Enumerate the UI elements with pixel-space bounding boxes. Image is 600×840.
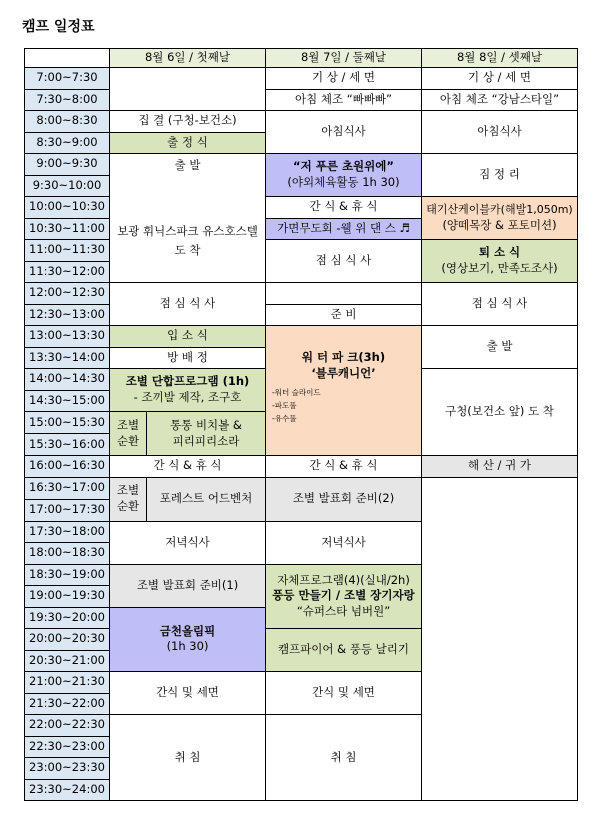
day1-olympic bbox=[110, 607, 266, 672]
day1-dinner: 저녁식사 bbox=[110, 521, 266, 564]
time-cell: 18:30~19:00 bbox=[25, 564, 110, 586]
time-cell: 19:00~19:30 bbox=[25, 586, 110, 608]
day3-cablecar-line2: (양떼목장 & 포토미션) bbox=[442, 217, 557, 232]
day2-snack-pm: 간 식 & 휴 식 bbox=[266, 456, 422, 478]
time-cell: 17:30~18:00 bbox=[25, 521, 110, 543]
day2-self-program-line2: 풍등 만들기 / 조별 장기자랑 bbox=[272, 588, 415, 603]
day2-sleep: 취 침 bbox=[266, 715, 422, 801]
time-cell: 19:30~20:00 bbox=[25, 607, 110, 629]
day3-cleanup: 짐 정 리 bbox=[422, 154, 578, 197]
rotation2-inner bbox=[110, 478, 265, 521]
day1-header: 8월 6일 / 첫째날 bbox=[110, 49, 266, 68]
time-cell: 16:30~17:00 bbox=[25, 477, 110, 499]
time-cell: 16:00~16:30 bbox=[25, 456, 110, 478]
day1-rotation1 bbox=[110, 412, 266, 456]
day3-wakeup: 기 상 / 세 면 bbox=[422, 68, 578, 90]
day2-empty-noon bbox=[266, 283, 422, 305]
day3-dismiss: 해 산 / 귀 가 bbox=[422, 456, 578, 478]
time-cell: 23:30~24:00 bbox=[25, 779, 110, 801]
day3-exit-title: 퇴 소 식 bbox=[478, 245, 521, 260]
rotation1-line2: 피리피리소라 bbox=[172, 433, 240, 448]
time-cell: 22:00~22:30 bbox=[25, 715, 110, 737]
table-row bbox=[25, 326, 578, 348]
day2-waterpark bbox=[266, 326, 422, 456]
day1-rotation2 bbox=[110, 477, 266, 521]
day3-header: 8월 8일 / 셋째날 bbox=[422, 49, 578, 68]
time-cell: 8:30~9:00 bbox=[25, 132, 110, 154]
rotation2-activity: 포레스트 어드벤처 bbox=[159, 491, 253, 506]
time-cell: 7:00~7:30 bbox=[25, 68, 110, 90]
day2-waterpark-line2: ‘블루캐니언’ bbox=[311, 365, 376, 380]
day2-self-program-line3: “슈퍼스타 넘버원” bbox=[296, 604, 391, 618]
schedule-table bbox=[24, 48, 578, 801]
time-cell: 12:30~13:00 bbox=[25, 304, 110, 326]
day1-team-program-line1: 조별 단합프로그램 (1h) bbox=[125, 374, 250, 389]
day1-entrance: 입 소 식 bbox=[110, 326, 266, 348]
day2-wash: 간식 및 세면 bbox=[266, 672, 422, 715]
day1-attendance: 출 정 식 bbox=[110, 132, 266, 154]
table-row bbox=[25, 240, 578, 262]
corner-cell bbox=[25, 49, 110, 68]
day2-lunch: 점 심 식 사 bbox=[266, 240, 422, 283]
time-cell: 21:30~22:00 bbox=[25, 693, 110, 715]
day3-cablecar bbox=[422, 197, 578, 240]
time-cell: 12:00~12:30 bbox=[25, 283, 110, 305]
time-cell: 7:30~8:00 bbox=[25, 89, 110, 111]
rotation1-line1: 통통 비치볼 & bbox=[170, 417, 242, 432]
time-cell: 9:00~9:30 bbox=[25, 154, 110, 176]
time-cell: 17:00~17:30 bbox=[25, 499, 110, 521]
day3-cablecar-line1: 태기산케이블카(해발1,050m) bbox=[426, 202, 573, 216]
time-cell: 18:00~18:30 bbox=[25, 543, 110, 565]
day2-outdoor-line2: (야외체육활동 1h 30) bbox=[287, 175, 400, 189]
day3-depart: 출 발 bbox=[422, 326, 578, 369]
day3-exercise: 아침 체조 “강남스타일” bbox=[422, 89, 578, 111]
day1-depart-arrive bbox=[110, 154, 266, 283]
rotation1-activity bbox=[147, 412, 266, 455]
table-row bbox=[25, 154, 578, 176]
day2-campfire: 캠프파이어 & 풍등 날리기 bbox=[266, 629, 422, 672]
time-cell: 10:30~11:00 bbox=[25, 218, 110, 240]
day1-lunch: 점 심 식 사 bbox=[110, 283, 266, 326]
day2-mask-dance: 가면무도회 -웰 위 댄 스 ♬ bbox=[266, 218, 422, 240]
day3-exit-sub: (영상보기, 만족도조사) bbox=[441, 261, 558, 275]
header-row bbox=[25, 49, 578, 68]
waterpark-list bbox=[268, 387, 419, 425]
day3-exit bbox=[422, 240, 578, 283]
day2-prepare: 준 비 bbox=[266, 304, 422, 326]
time-cell: 13:00~13:30 bbox=[25, 326, 110, 348]
day2-self-program bbox=[266, 564, 422, 629]
table-row bbox=[25, 68, 578, 90]
day1-arrive-line1: 보광 휘닉스파크 유스호스텔 bbox=[117, 223, 258, 238]
table-row bbox=[25, 283, 578, 305]
time-cell: 20:30~21:00 bbox=[25, 650, 110, 672]
day2-wakeup: 기 상 / 세 면 bbox=[266, 68, 422, 90]
time-cell: 14:00~14:30 bbox=[25, 369, 110, 391]
day3-arrive: 구청(보건소 앞) 도 착 bbox=[422, 369, 578, 456]
day1-empty bbox=[110, 68, 266, 111]
table-row bbox=[25, 197, 578, 219]
day2-self-program-line1: 자체프로그램(4)(실내/2h) bbox=[277, 572, 410, 587]
day1-team-program-line2: - 조끼발 제작, 조구호 bbox=[133, 390, 242, 404]
day1-olympic-line1: 금천올림픽 bbox=[159, 623, 216, 638]
day1-team-program bbox=[110, 369, 266, 412]
day2-snack-am: 간 식 & 휴 식 bbox=[266, 197, 422, 219]
time-cell: 10:00~10:30 bbox=[25, 197, 110, 219]
day1-gather: 집 결 (구청-보건소) bbox=[110, 111, 266, 133]
rotation2-label: 조별 순환 bbox=[110, 478, 147, 521]
rotation1-label: 조별 순환 bbox=[110, 412, 147, 455]
day3-lunch: 점 심 식 사 bbox=[422, 283, 578, 326]
day2-waterpark-line1: 워 터 파 크(3h) bbox=[301, 350, 386, 364]
day2-outdoor bbox=[266, 154, 422, 197]
table-row bbox=[25, 477, 578, 499]
day2-exercise: 아침 체조 “빠빠빠” bbox=[266, 89, 422, 111]
time-cell: 21:00~21:30 bbox=[25, 672, 110, 694]
day3-empty-evening bbox=[422, 477, 578, 801]
table-row bbox=[25, 111, 578, 133]
time-cell: 13:30~14:00 bbox=[25, 347, 110, 369]
day1-sleep: 취 침 bbox=[110, 715, 266, 801]
day1-olympic-line2: (1h 30) bbox=[166, 639, 209, 654]
time-cell: 15:00~15:30 bbox=[25, 412, 110, 434]
rotation1-inner bbox=[110, 412, 265, 455]
day2-header: 8월 7일 / 둘째날 bbox=[266, 49, 422, 68]
day1-arrive-line2: 도 착 bbox=[174, 243, 201, 258]
time-cell: 11:00~11:30 bbox=[25, 240, 110, 262]
day1-presentation-prep: 조별 발표회 준비(1) bbox=[110, 564, 266, 607]
time-cell: 20:00~20:30 bbox=[25, 629, 110, 651]
page-title: 캠프 일정표 bbox=[22, 19, 95, 35]
day2-presentation-prep: 조별 발표회 준비(2) bbox=[266, 477, 422, 521]
day2-dinner: 저녁식사 bbox=[266, 521, 422, 564]
table-row bbox=[25, 89, 578, 111]
day1-wash: 간식 및 세면 bbox=[110, 672, 266, 715]
time-cell: 15:30~16:00 bbox=[25, 434, 110, 456]
day2-outdoor-line1: “저 푸른 초원위에” bbox=[293, 159, 394, 174]
time-cell: 9:30~10:00 bbox=[25, 175, 110, 197]
day1-room: 방 배 정 bbox=[110, 347, 266, 369]
time-cell: 8:00~8:30 bbox=[25, 111, 110, 133]
time-cell: 14:30~15:00 bbox=[25, 390, 110, 412]
day3-breakfast: 아침식사 bbox=[422, 111, 578, 154]
time-cell: 23:00~23:30 bbox=[25, 758, 110, 780]
time-cell: 11:30~12:00 bbox=[25, 261, 110, 283]
time-cell: 22:30~23:00 bbox=[25, 736, 110, 758]
list-item: -파도풀 bbox=[272, 400, 297, 410]
list-item: -유수풀 bbox=[272, 413, 297, 423]
day1-depart: 출 발 bbox=[174, 158, 201, 172]
list-item: -워터 슬라이드 bbox=[272, 388, 321, 398]
table-row bbox=[25, 456, 578, 478]
day1-snack: 간 식 & 휴 식 bbox=[110, 456, 266, 478]
day2-breakfast: 아침식사 bbox=[266, 111, 422, 154]
